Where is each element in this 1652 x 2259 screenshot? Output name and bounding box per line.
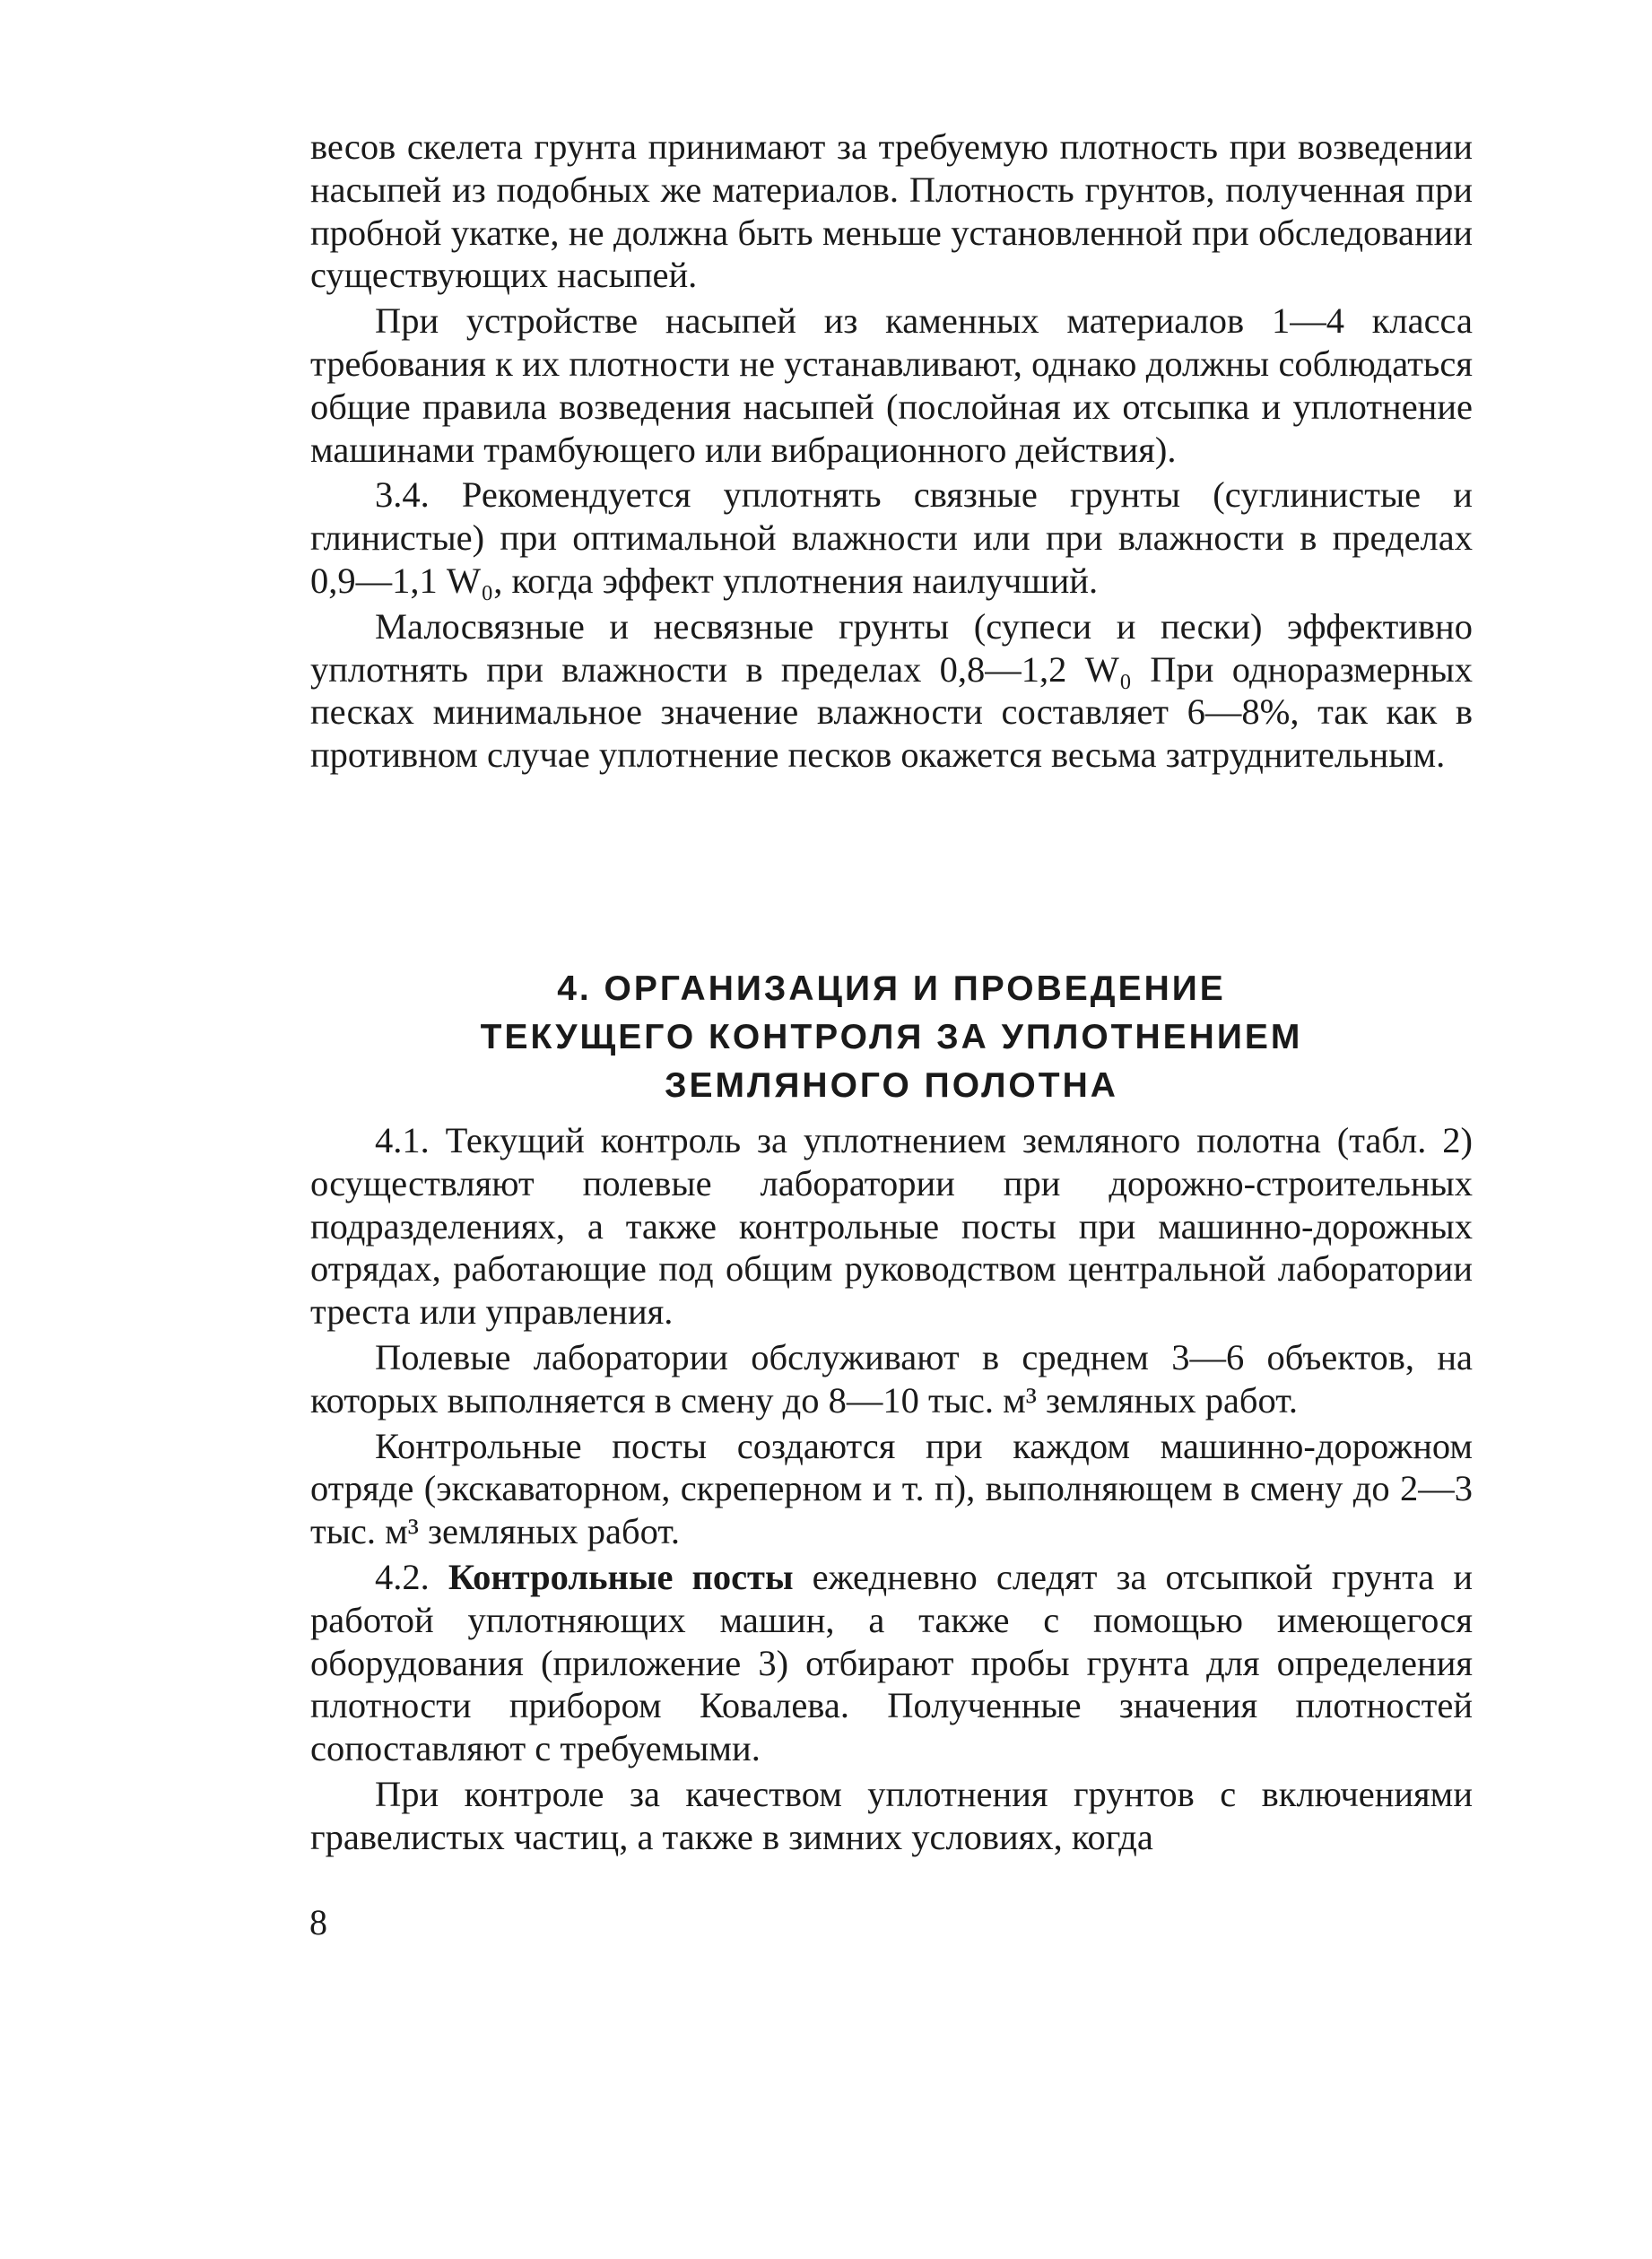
section-heading-line-1: 4. ОРГАНИЗАЦИЯ И ПРОВЕДЕНИЕ	[557, 969, 1226, 1008]
paragraph-stone-embankments: При устройстве насыпей из каменных материалов 1—4 класса требования к их плотности не устанавливают, однако должны соблюдаться общие правила возведения насыпей (послойная их отсыпка и уплотнение машинами трамбующего или вибрационного действия).	[310, 300, 1473, 470]
paragraph-4-2-body: ежедневно следят за отсыпкой грунта и работой уплотняющих машин, а также с помощью имеющегося оборудования (приложение 3) отбирают пробы грунта для определения плотности прибором Ковалева. Полученные значения плотностей сопоставляют с требуемыми.	[310, 1556, 1473, 1769]
section-text-block	[310, 1119, 1473, 1862]
paragraph-continued: весов скелета грунта принимают за требуемую плотность при возведении насыпей из подобных же материалов. Плотность грунтов, полученная при пробной укатке, не должна быть меньше установленной при обследовании существующих насыпей.	[310, 126, 1473, 296]
paragraph-3-4: 3.4. Рекомендуется уплотнять связные грунты (суглинистые и глинистые) при оптимальной влажности или при влажности в пределах 0,9—1,1 W₀, когда эффект уплотнения наилучший.	[310, 474, 1473, 601]
section-heading	[310, 965, 1473, 1110]
section-heading-line-3: ЗЕМЛЯНОГО ПОЛОТНА	[665, 1066, 1118, 1105]
page-number: 8	[309, 1902, 327, 1942]
paragraph-field-labs: Полевые лаборатории обслуживают в среднем 3—6 объектов, на которых выполняется в смену до 8—10 тыс. м³ земляных работ.	[310, 1336, 1473, 1421]
paragraph-control-posts: Контрольные посты создаются при каждом машинно-дорожном отряде (экскаваторном, скреперном и т. п), выполняющем в смену до 2—3 тыс. м³ земляных работ.	[310, 1425, 1473, 1552]
paragraph-quality-control: При контроле за качеством уплотнения грунтов с включениями гравелистых частиц, а также в зимних условиях, когда	[310, 1773, 1473, 1857]
paragraph-sandy-soils: Малосвязные и несвязные грунты (супеси и пески) эффективно уплотнять при влажности в пределах 0,8—1,2 W₀ При одноразмерных песках минимальное значение влажности составляет 6—8%, так как в противном случае уплотнение песков окажется весьма затруднительным.	[310, 605, 1473, 776]
section-heading-line-2: ТЕКУЩЕГО КОНТРОЛЯ ЗА УПЛОТНЕНИЕМ	[480, 1018, 1303, 1056]
top-text-block	[310, 126, 1473, 779]
paragraph-4-2-number: 4.2.	[375, 1556, 448, 1597]
paragraph-4-1: 4.1. Текущий контроль за уплотнением земляного полотна (табл. 2) осуществляют полевые лаборатории при дорожно-строительных подразделениях, а также контрольные посты при машинно-дорожных отрядах, работающие под общим руководством центральной лаборатории треста или управления.	[310, 1120, 1473, 1333]
paragraph-4-2	[310, 1556, 1473, 1770]
paragraph-4-2-bold-term: Контрольные посты	[448, 1556, 794, 1597]
